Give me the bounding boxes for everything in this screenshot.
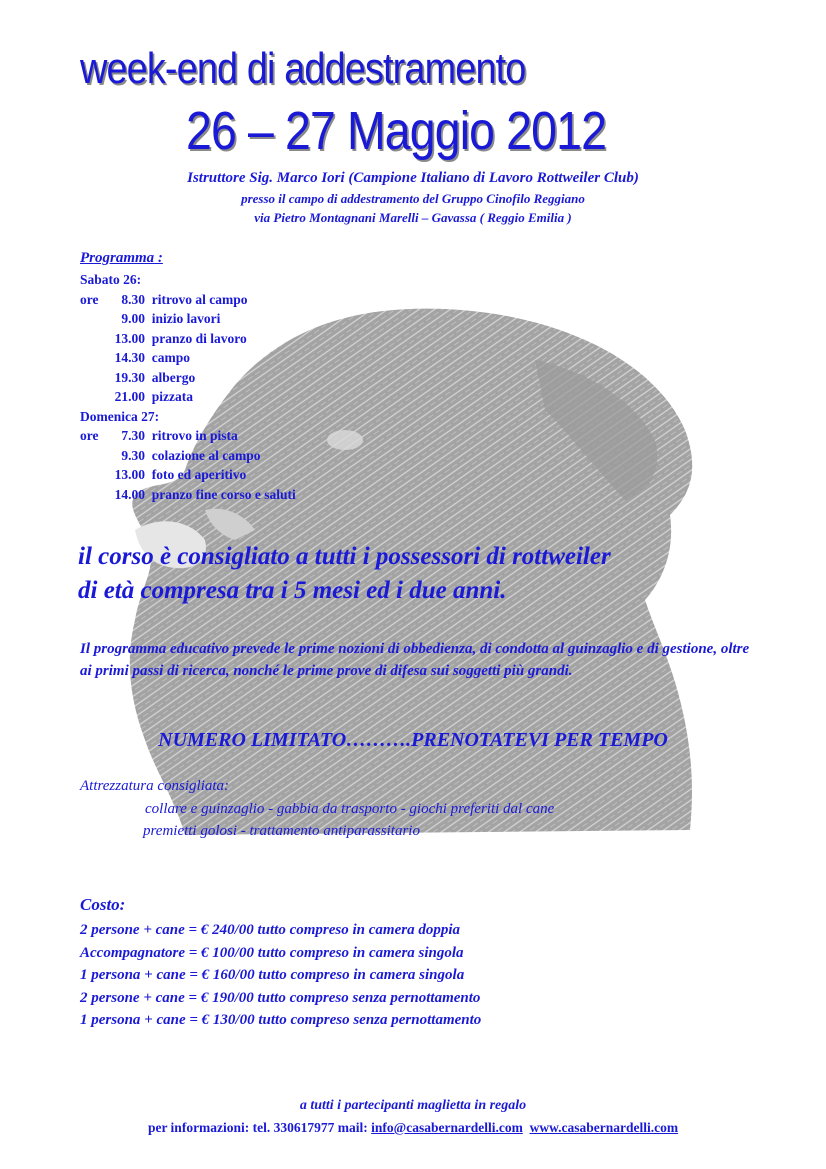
schedule-time: 14.00 — [114, 486, 145, 502]
cost-item: Accompagnatore = € 100/00 tutto compreso in camera singola — [80, 944, 464, 961]
location-line: presso il campo di addestramento del Gruppo Cinofilo Reggiano — [241, 191, 585, 206]
schedule-activity: campo — [151, 350, 190, 365]
schedule-time: 14.30 — [114, 350, 145, 365]
highlight-line1: il corso è consigliato a tutti i possessori di rottweiler — [78, 543, 611, 570]
headline-dates: 26 – 27 Maggio 2012 — [186, 101, 607, 161]
schedule-row — [80, 309, 296, 329]
schedule-prefix: ore — [80, 291, 99, 307]
costs-title: Costo: — [80, 895, 126, 914]
equipment-line1: collare e guinzaglio - gabbia da trasporto - giochi preferiti dal cane — [145, 801, 555, 817]
schedule-activity: foto ed aperitivo — [151, 467, 247, 482]
schedule-time: 13.00 — [114, 467, 145, 482]
headline-line1: week-end di addestramento — [80, 44, 526, 93]
schedule-activity: albergo — [151, 369, 196, 385]
schedule-row — [80, 348, 296, 368]
schedule-time: 19.30 — [114, 369, 145, 385]
schedule-row — [80, 387, 296, 407]
schedule-row — [80, 446, 296, 466]
schedule-time: 9.00 — [121, 311, 145, 326]
schedule-activity: pranzo di lavoro — [151, 330, 247, 346]
schedule-activity: inizio lavori — [151, 311, 221, 326]
schedule-activity: colazione al campo — [151, 447, 261, 463]
address-line: via Pietro Montagnani Marelli – Gavassa ( Reggio Emilia ) — [254, 210, 572, 225]
limited-seats-notice: NUMERO LIMITATO……….PRENOTATEVI PER TEMPO — [158, 729, 668, 751]
email-link[interactable]: info@casabernardelli.com — [371, 1120, 523, 1135]
costs-list — [80, 919, 481, 1032]
cost-item: 1 persona + cane = € 130/00 tutto compreso senza pernottamento — [80, 1012, 482, 1028]
schedule-row — [80, 290, 296, 310]
schedule-time: 7.30 — [121, 428, 145, 443]
day-label-saturday: Sabato 26: — [80, 272, 142, 287]
schedule-time: 21.00 — [114, 389, 145, 404]
cost-item: 2 persone + cane = € 190/00 tutto compreso senza pernottamento — [80, 989, 481, 1006]
website-link[interactable]: www.casabernardelli.com — [529, 1120, 679, 1135]
schedule-activity: ritrovo in pista — [151, 428, 238, 443]
program-description: Il programma educativo prevede le prime nozioni di obbedienza, di condotta al guinzaglio e di gestione, oltre ai primi passi di ricerca, nonché le prime prove di difesa sui soggetti più grandi. — [80, 641, 750, 679]
contact-prefix: per informazioni: tel. 330617977 mail: — [147, 1120, 368, 1135]
cost-item: 2 persone + cane = € 240/00 tutto compreso in camera doppia — [80, 922, 461, 938]
schedule-row — [80, 485, 296, 505]
schedule-time: 8.30 — [121, 291, 145, 307]
schedule-row — [80, 368, 296, 388]
schedule-row — [80, 426, 296, 446]
cost-item: 1 persona + cane = € 160/00 tutto compreso in camera singola — [80, 967, 465, 983]
contact-info — [0, 1120, 826, 1136]
schedule-row — [80, 465, 296, 485]
equipment-title: Attrezzatura consigliata: — [80, 778, 230, 794]
day-label-sunday: Domenica 27: — [80, 408, 160, 424]
schedule-time: 9.30 — [121, 447, 145, 463]
program-title: Programma : — [80, 250, 163, 266]
program-schedule — [80, 270, 296, 504]
schedule-activity: pranzo fine corso e saluti — [151, 486, 296, 502]
instructor-line: Istruttore Sig. Marco Iori (Campione Italiano di Lavoro Rottweiler Club) — [187, 170, 639, 186]
highlight-line2: di età compresa tra i 5 mesi ed i due anni. — [78, 577, 507, 604]
schedule-activity: ritrovo al campo — [151, 291, 248, 307]
equipment-line2: premietti golosi - trattamento antiparassitario — [143, 823, 420, 839]
schedule-row — [80, 329, 296, 349]
schedule-time: 13.00 — [114, 330, 145, 346]
schedule-prefix: ore — [80, 428, 99, 443]
schedule-activity: pizzata — [151, 389, 193, 404]
gift-notice: a tutti i partecipanti maglietta in regalo — [299, 1098, 527, 1113]
